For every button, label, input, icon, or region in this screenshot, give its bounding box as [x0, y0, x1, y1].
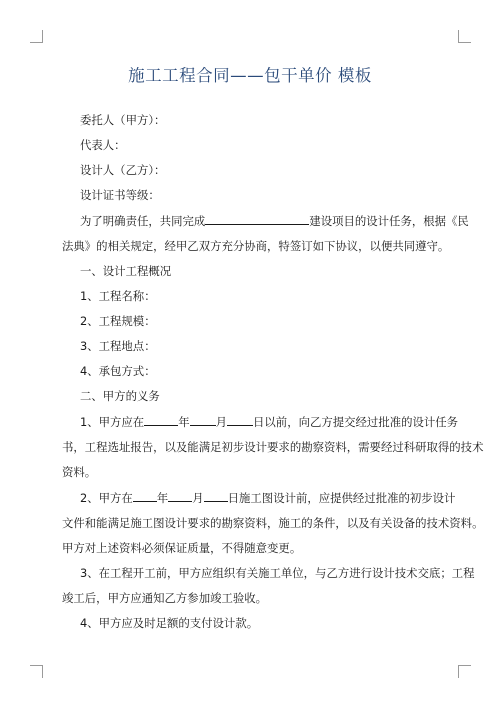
clause-1-line-3: 资料。: [62, 465, 97, 479]
intro-text-before: 为了明确责任，共同完成: [80, 214, 206, 228]
clause-2-prefix: 2、甲方在: [80, 491, 133, 505]
month-blank: [190, 415, 216, 426]
year-label: 年: [178, 415, 190, 429]
section-1-item-name: 1、工程名称：: [80, 289, 156, 303]
clause-4-line-1: 4、甲方应及时足额的支付设计款。: [80, 616, 259, 630]
clause-1-line-2: 书，工程选址报告，以及能满足初步设计要求的勘察资料，需要经过科研取得的技术: [62, 440, 484, 454]
crop-mark-top-right: [458, 30, 471, 43]
clause-3-line-2: 竣工后，甲方应通知乙方参加竣工验收。: [62, 591, 268, 605]
year-blank: [133, 491, 157, 502]
intro-line-2: 法典》的相关规定，经甲乙双方充分协商，特签订如下协议，以便共同遵守。: [62, 239, 450, 253]
year-blank: [144, 415, 178, 426]
clause-1-day-text: 日以前，向乙方提交经过批准的设计任务: [253, 415, 459, 429]
crop-mark-top-left: [30, 30, 43, 43]
document-title: 施工工程合同——包干单价 模板: [128, 66, 372, 85]
section-1-item-scale: 2、工程规模：: [80, 314, 156, 328]
year-label: 年: [156, 491, 169, 505]
field-representative: 代表人：: [80, 138, 126, 152]
clause-2-line-3: 甲方对上述资料必须保证质量，不得随意变更。: [62, 541, 302, 555]
section-1-item-location: 3、工程地点：: [80, 339, 156, 353]
project-name-blank: [205, 214, 309, 225]
section-1-heading: 一、设计工程概况: [80, 264, 172, 278]
month-blank: [168, 491, 192, 502]
crop-mark-bottom-right: [458, 665, 471, 678]
field-client: 委托人（甲方）：: [80, 113, 166, 127]
document-body: [62, 113, 484, 630]
clause-2-day-text: 日施工图设计前，应提供经过批准的初步设计: [227, 491, 456, 505]
month-label: 月: [215, 415, 228, 429]
clause-1-line-1: [62, 415, 459, 429]
day-blank: [227, 415, 253, 426]
clause-2-line-2: 文件和能满足施工图设计要求的勘察资料，施工的条件，以及有关设备的技术资料。: [62, 516, 484, 530]
section-1-item-contract-type: 4、承包方式：: [80, 364, 156, 378]
intro-text-after: 建设项目的设计任务，根据《民: [309, 214, 469, 228]
day-blank: [204, 491, 228, 502]
month-label: 月: [192, 491, 204, 505]
intro-line-1: [62, 214, 469, 228]
clause-1-prefix: 1、甲方应在: [80, 415, 145, 429]
field-certificate: 设计证书等级：: [80, 188, 160, 202]
field-designer: 设计人（乙方）：: [80, 163, 166, 177]
clause-3-line-1: 3、在工程开工前，甲方应组织有关施工单位，与乙方进行设计技术交底；工程: [80, 566, 475, 580]
clause-2-line-1: [62, 491, 456, 505]
crop-mark-bottom-left: [30, 665, 43, 678]
section-2-heading: 二、甲方的义务: [80, 389, 160, 403]
